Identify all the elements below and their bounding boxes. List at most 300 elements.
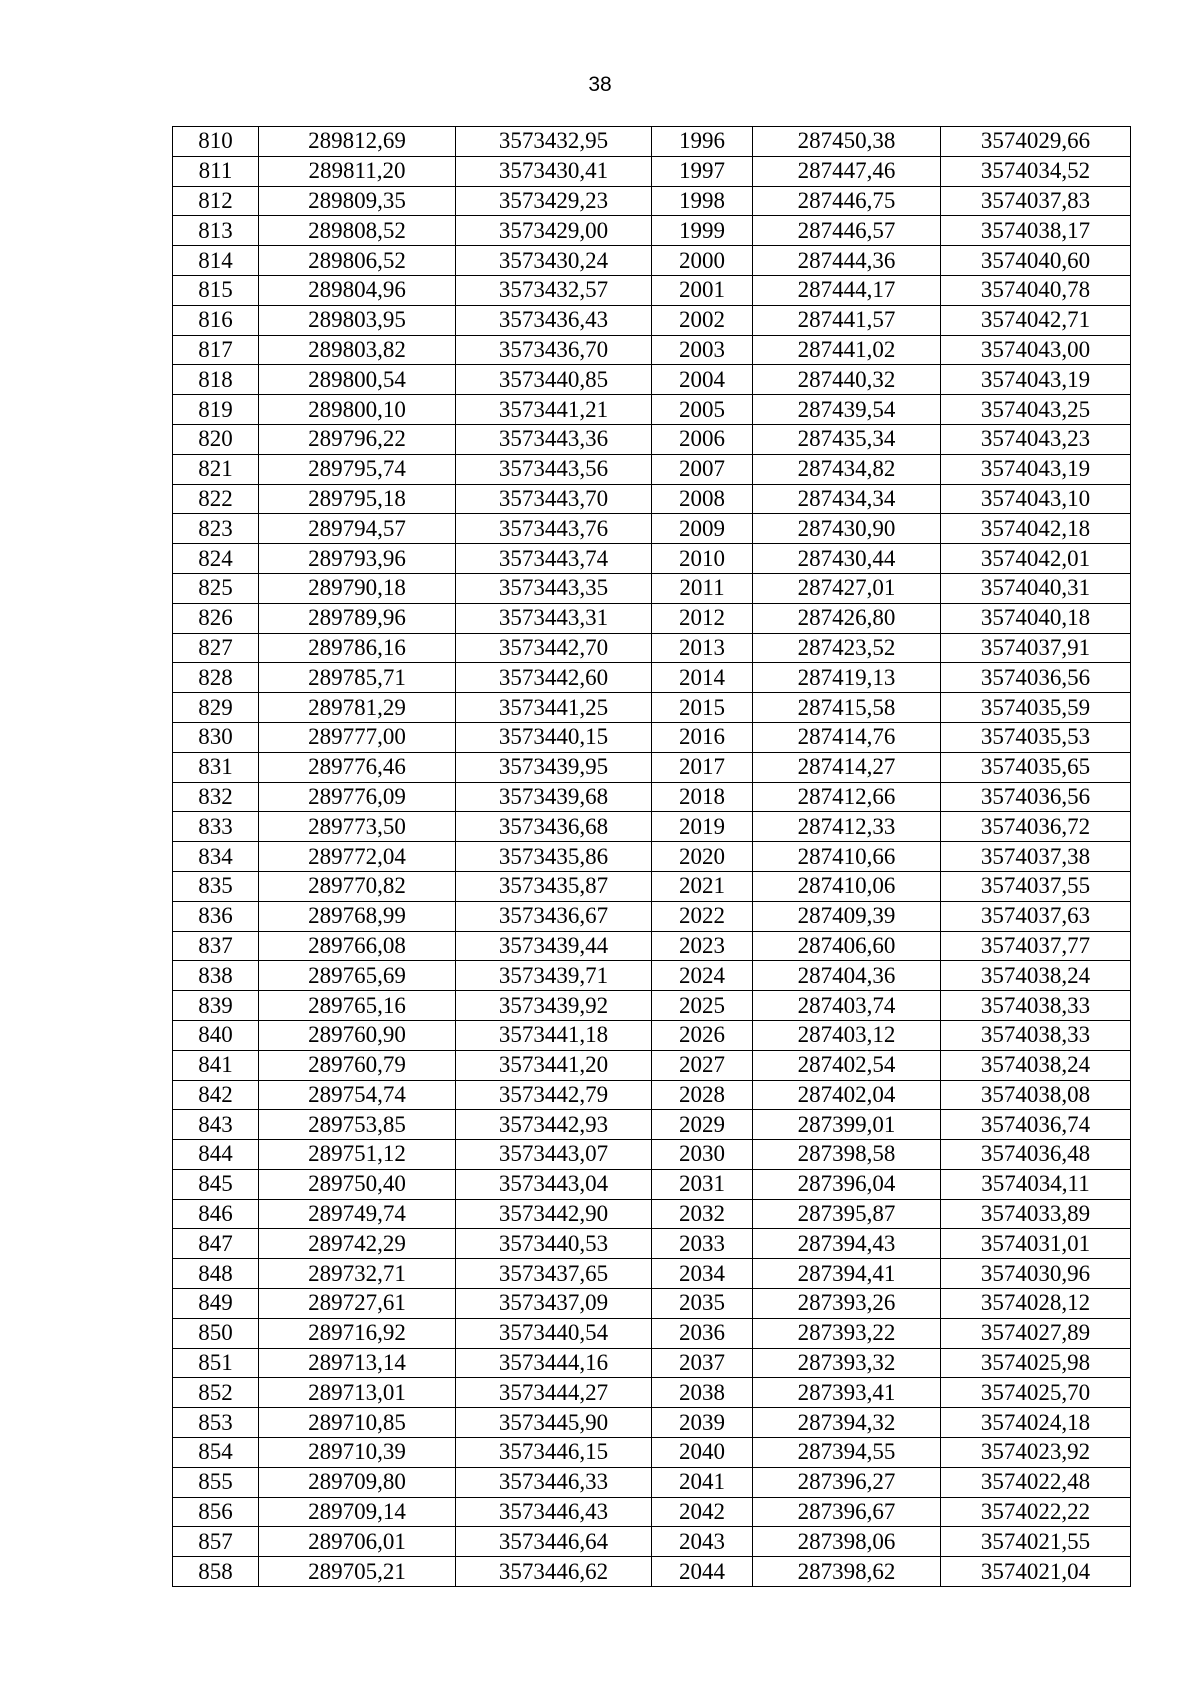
y-coordinate-left-cell: 3573432,95 bbox=[456, 127, 652, 157]
x-coordinate-left-cell: 289800,10 bbox=[259, 395, 456, 425]
y-coordinate-left-cell: 3573446,15 bbox=[456, 1438, 652, 1468]
point-number-right-cell: 2012 bbox=[652, 603, 753, 633]
point-number-right-cell: 2027 bbox=[652, 1050, 753, 1080]
table-row bbox=[173, 544, 1131, 574]
table-row bbox=[173, 931, 1131, 961]
point-number-right-cell: 2008 bbox=[652, 484, 753, 514]
x-coordinate-left-cell: 289776,09 bbox=[259, 782, 456, 812]
y-coordinate-right-cell: 3574043,00 bbox=[941, 335, 1131, 365]
x-coordinate-right-cell: 287434,34 bbox=[753, 484, 941, 514]
x-coordinate-left-cell: 289772,04 bbox=[259, 842, 456, 872]
y-coordinate-left-cell: 3573437,65 bbox=[456, 1259, 652, 1289]
y-coordinate-right-cell: 3574031,01 bbox=[941, 1229, 1131, 1259]
table-row bbox=[173, 246, 1131, 276]
x-coordinate-left-cell: 289806,52 bbox=[259, 246, 456, 276]
point-number-left-cell: 840 bbox=[173, 1020, 259, 1050]
point-number-left-cell: 838 bbox=[173, 961, 259, 991]
x-coordinate-right-cell: 287403,74 bbox=[753, 991, 941, 1021]
point-number-right-cell: 2030 bbox=[652, 1140, 753, 1170]
y-coordinate-right-cell: 3574022,48 bbox=[941, 1467, 1131, 1497]
table-row bbox=[173, 871, 1131, 901]
x-coordinate-left-cell: 289760,79 bbox=[259, 1050, 456, 1080]
table-row bbox=[173, 961, 1131, 991]
x-coordinate-left-cell: 289812,69 bbox=[259, 127, 456, 157]
point-number-right-cell: 2033 bbox=[652, 1229, 753, 1259]
x-coordinate-left-cell: 289760,90 bbox=[259, 1020, 456, 1050]
x-coordinate-left-cell: 289706,01 bbox=[259, 1527, 456, 1557]
x-coordinate-right-cell: 287404,36 bbox=[753, 961, 941, 991]
point-number-right-cell: 2021 bbox=[652, 871, 753, 901]
y-coordinate-right-cell: 3574035,65 bbox=[941, 752, 1131, 782]
x-coordinate-right-cell: 287393,32 bbox=[753, 1348, 941, 1378]
table-row bbox=[173, 1497, 1131, 1527]
x-coordinate-right-cell: 287412,66 bbox=[753, 782, 941, 812]
point-number-right-cell: 2020 bbox=[652, 842, 753, 872]
x-coordinate-right-cell: 287419,13 bbox=[753, 663, 941, 693]
y-coordinate-right-cell: 3574038,33 bbox=[941, 1020, 1131, 1050]
table-row bbox=[173, 1020, 1131, 1050]
point-number-right-cell: 2029 bbox=[652, 1110, 753, 1140]
y-coordinate-left-cell: 3573437,09 bbox=[456, 1289, 652, 1319]
y-coordinate-right-cell: 3574033,89 bbox=[941, 1199, 1131, 1229]
x-coordinate-right-cell: 287393,41 bbox=[753, 1378, 941, 1408]
y-coordinate-right-cell: 3574038,24 bbox=[941, 1050, 1131, 1080]
point-number-left-cell: 834 bbox=[173, 842, 259, 872]
point-number-right-cell: 2022 bbox=[652, 901, 753, 931]
y-coordinate-left-cell: 3573440,54 bbox=[456, 1318, 652, 1348]
y-coordinate-right-cell: 3574038,33 bbox=[941, 991, 1131, 1021]
x-coordinate-left-cell: 289811,20 bbox=[259, 156, 456, 186]
point-number-left-cell: 856 bbox=[173, 1497, 259, 1527]
table-row bbox=[173, 633, 1131, 663]
x-coordinate-left-cell: 289766,08 bbox=[259, 931, 456, 961]
point-number-left-cell: 817 bbox=[173, 335, 259, 365]
table-row bbox=[173, 752, 1131, 782]
x-coordinate-left-cell: 289786,16 bbox=[259, 633, 456, 663]
table-row bbox=[173, 305, 1131, 335]
point-number-left-cell: 843 bbox=[173, 1110, 259, 1140]
page-number: 38 bbox=[588, 73, 612, 96]
y-coordinate-left-cell: 3573443,56 bbox=[456, 454, 652, 484]
y-coordinate-left-cell: 3573430,24 bbox=[456, 246, 652, 276]
y-coordinate-right-cell: 3574037,83 bbox=[941, 186, 1131, 216]
y-coordinate-left-cell: 3573442,93 bbox=[456, 1110, 652, 1140]
x-coordinate-right-cell: 287430,90 bbox=[753, 514, 941, 544]
x-coordinate-left-cell: 289765,16 bbox=[259, 991, 456, 1021]
y-coordinate-left-cell: 3573429,00 bbox=[456, 216, 652, 246]
y-coordinate-right-cell: 3574036,74 bbox=[941, 1110, 1131, 1140]
x-coordinate-left-cell: 289705,21 bbox=[259, 1557, 456, 1587]
y-coordinate-right-cell: 3574043,10 bbox=[941, 484, 1131, 514]
x-coordinate-left-cell: 289794,57 bbox=[259, 514, 456, 544]
point-number-left-cell: 833 bbox=[173, 812, 259, 842]
x-coordinate-left-cell: 289793,96 bbox=[259, 544, 456, 574]
table-row bbox=[173, 1289, 1131, 1319]
point-number-left-cell: 810 bbox=[173, 127, 259, 157]
point-number-left-cell: 822 bbox=[173, 484, 259, 514]
y-coordinate-right-cell: 3574043,23 bbox=[941, 424, 1131, 454]
table-row bbox=[173, 1467, 1131, 1497]
x-coordinate-right-cell: 287415,58 bbox=[753, 693, 941, 723]
point-number-right-cell: 2018 bbox=[652, 782, 753, 812]
point-number-right-cell: 1997 bbox=[652, 156, 753, 186]
point-number-right-cell: 2043 bbox=[652, 1527, 753, 1557]
x-coordinate-right-cell: 287409,39 bbox=[753, 901, 941, 931]
point-number-left-cell: 836 bbox=[173, 901, 259, 931]
table-row bbox=[173, 603, 1131, 633]
x-coordinate-right-cell: 287393,26 bbox=[753, 1289, 941, 1319]
table-row bbox=[173, 1080, 1131, 1110]
y-coordinate-left-cell: 3573446,62 bbox=[456, 1557, 652, 1587]
point-number-left-cell: 842 bbox=[173, 1080, 259, 1110]
x-coordinate-right-cell: 287399,01 bbox=[753, 1110, 941, 1140]
x-coordinate-right-cell: 287394,41 bbox=[753, 1259, 941, 1289]
point-number-right-cell: 2040 bbox=[652, 1438, 753, 1468]
y-coordinate-right-cell: 3574040,60 bbox=[941, 246, 1131, 276]
y-coordinate-right-cell: 3574037,91 bbox=[941, 633, 1131, 663]
y-coordinate-right-cell: 3574038,17 bbox=[941, 216, 1131, 246]
x-coordinate-right-cell: 287398,06 bbox=[753, 1527, 941, 1557]
point-number-left-cell: 812 bbox=[173, 186, 259, 216]
table-row bbox=[173, 1348, 1131, 1378]
point-number-right-cell: 2016 bbox=[652, 722, 753, 752]
table-row bbox=[173, 663, 1131, 693]
x-coordinate-right-cell: 287439,54 bbox=[753, 395, 941, 425]
y-coordinate-left-cell: 3573436,43 bbox=[456, 305, 652, 335]
x-coordinate-left-cell: 289716,92 bbox=[259, 1318, 456, 1348]
y-coordinate-right-cell: 3574037,38 bbox=[941, 842, 1131, 872]
table-row bbox=[173, 395, 1131, 425]
point-number-left-cell: 829 bbox=[173, 693, 259, 723]
point-number-left-cell: 824 bbox=[173, 544, 259, 574]
y-coordinate-left-cell: 3573441,20 bbox=[456, 1050, 652, 1080]
x-coordinate-left-cell: 289710,85 bbox=[259, 1408, 456, 1438]
y-coordinate-right-cell: 3574021,04 bbox=[941, 1557, 1131, 1587]
table-row bbox=[173, 901, 1131, 931]
table-row bbox=[173, 127, 1131, 157]
point-number-left-cell: 851 bbox=[173, 1348, 259, 1378]
x-coordinate-left-cell: 289749,74 bbox=[259, 1199, 456, 1229]
y-coordinate-right-cell: 3574023,92 bbox=[941, 1438, 1131, 1468]
point-number-left-cell: 844 bbox=[173, 1140, 259, 1170]
point-number-right-cell: 2007 bbox=[652, 454, 753, 484]
table-row bbox=[173, 365, 1131, 395]
x-coordinate-right-cell: 287423,52 bbox=[753, 633, 941, 663]
x-coordinate-right-cell: 287396,27 bbox=[753, 1467, 941, 1497]
x-coordinate-left-cell: 289781,29 bbox=[259, 693, 456, 723]
point-number-left-cell: 832 bbox=[173, 782, 259, 812]
point-number-right-cell: 2014 bbox=[652, 663, 753, 693]
y-coordinate-left-cell: 3573440,53 bbox=[456, 1229, 652, 1259]
coordinates-table bbox=[172, 126, 1131, 1587]
x-coordinate-left-cell: 289768,99 bbox=[259, 901, 456, 931]
x-coordinate-left-cell: 289803,82 bbox=[259, 335, 456, 365]
table-row bbox=[173, 1557, 1131, 1587]
x-coordinate-right-cell: 287446,57 bbox=[753, 216, 941, 246]
y-coordinate-left-cell: 3573435,87 bbox=[456, 871, 652, 901]
y-coordinate-left-cell: 3573430,41 bbox=[456, 156, 652, 186]
table-row bbox=[173, 1378, 1131, 1408]
x-coordinate-right-cell: 287444,36 bbox=[753, 246, 941, 276]
table-row bbox=[173, 1527, 1131, 1557]
x-coordinate-right-cell: 287412,33 bbox=[753, 812, 941, 842]
point-number-left-cell: 837 bbox=[173, 931, 259, 961]
point-number-left-cell: 847 bbox=[173, 1229, 259, 1259]
point-number-right-cell: 1999 bbox=[652, 216, 753, 246]
y-coordinate-right-cell: 3574040,31 bbox=[941, 573, 1131, 603]
point-number-left-cell: 852 bbox=[173, 1378, 259, 1408]
x-coordinate-right-cell: 287427,01 bbox=[753, 573, 941, 603]
point-number-right-cell: 2042 bbox=[652, 1497, 753, 1527]
point-number-left-cell: 841 bbox=[173, 1050, 259, 1080]
x-coordinate-left-cell: 289709,14 bbox=[259, 1497, 456, 1527]
point-number-left-cell: 835 bbox=[173, 871, 259, 901]
table-row bbox=[173, 275, 1131, 305]
x-coordinate-left-cell: 289796,22 bbox=[259, 424, 456, 454]
y-coordinate-right-cell: 3574029,66 bbox=[941, 127, 1131, 157]
x-coordinate-right-cell: 287414,27 bbox=[753, 752, 941, 782]
y-coordinate-left-cell: 3573445,90 bbox=[456, 1408, 652, 1438]
y-coordinate-right-cell: 3574024,18 bbox=[941, 1408, 1131, 1438]
x-coordinate-left-cell: 289795,18 bbox=[259, 484, 456, 514]
y-coordinate-right-cell: 3574043,25 bbox=[941, 395, 1131, 425]
table-row bbox=[173, 424, 1131, 454]
coordinates-table-body bbox=[173, 127, 1131, 1587]
table-row bbox=[173, 842, 1131, 872]
point-number-left-cell: 848 bbox=[173, 1259, 259, 1289]
point-number-left-cell: 821 bbox=[173, 454, 259, 484]
y-coordinate-left-cell: 3573443,31 bbox=[456, 603, 652, 633]
point-number-left-cell: 811 bbox=[173, 156, 259, 186]
point-number-right-cell: 2044 bbox=[652, 1557, 753, 1587]
point-number-left-cell: 815 bbox=[173, 275, 259, 305]
point-number-right-cell: 2041 bbox=[652, 1467, 753, 1497]
x-coordinate-right-cell: 287446,75 bbox=[753, 186, 941, 216]
point-number-left-cell: 827 bbox=[173, 633, 259, 663]
y-coordinate-right-cell: 3574038,24 bbox=[941, 961, 1131, 991]
x-coordinate-right-cell: 287410,06 bbox=[753, 871, 941, 901]
y-coordinate-right-cell: 3574028,12 bbox=[941, 1289, 1131, 1319]
y-coordinate-right-cell: 3574036,56 bbox=[941, 782, 1131, 812]
point-number-right-cell: 2015 bbox=[652, 693, 753, 723]
point-number-right-cell: 2026 bbox=[652, 1020, 753, 1050]
point-number-right-cell: 2028 bbox=[652, 1080, 753, 1110]
y-coordinate-left-cell: 3573439,95 bbox=[456, 752, 652, 782]
table-row bbox=[173, 1199, 1131, 1229]
x-coordinate-right-cell: 287402,54 bbox=[753, 1050, 941, 1080]
point-number-left-cell: 825 bbox=[173, 573, 259, 603]
y-coordinate-left-cell: 3573442,79 bbox=[456, 1080, 652, 1110]
y-coordinate-left-cell: 3573439,44 bbox=[456, 931, 652, 961]
x-coordinate-right-cell: 287426,80 bbox=[753, 603, 941, 633]
y-coordinate-left-cell: 3573432,57 bbox=[456, 275, 652, 305]
point-number-right-cell: 2038 bbox=[652, 1378, 753, 1408]
x-coordinate-right-cell: 287402,04 bbox=[753, 1080, 941, 1110]
table-row bbox=[173, 1408, 1131, 1438]
table-row bbox=[173, 484, 1131, 514]
x-coordinate-right-cell: 287403,12 bbox=[753, 1020, 941, 1050]
y-coordinate-right-cell: 3574042,71 bbox=[941, 305, 1131, 335]
x-coordinate-left-cell: 289754,74 bbox=[259, 1080, 456, 1110]
point-number-right-cell: 2036 bbox=[652, 1318, 753, 1348]
point-number-right-cell: 2013 bbox=[652, 633, 753, 663]
x-coordinate-right-cell: 287394,55 bbox=[753, 1438, 941, 1468]
table-row bbox=[173, 693, 1131, 723]
y-coordinate-right-cell: 3574021,55 bbox=[941, 1527, 1131, 1557]
point-number-left-cell: 823 bbox=[173, 514, 259, 544]
point-number-right-cell: 2017 bbox=[652, 752, 753, 782]
x-coordinate-right-cell: 287406,60 bbox=[753, 931, 941, 961]
y-coordinate-right-cell: 3574037,55 bbox=[941, 871, 1131, 901]
x-coordinate-right-cell: 287395,87 bbox=[753, 1199, 941, 1229]
table-row bbox=[173, 1229, 1131, 1259]
table-row bbox=[173, 335, 1131, 365]
x-coordinate-right-cell: 287444,17 bbox=[753, 275, 941, 305]
x-coordinate-right-cell: 287394,43 bbox=[753, 1229, 941, 1259]
y-coordinate-left-cell: 3573439,68 bbox=[456, 782, 652, 812]
x-coordinate-right-cell: 287430,44 bbox=[753, 544, 941, 574]
table-row bbox=[173, 514, 1131, 544]
y-coordinate-right-cell: 3574043,19 bbox=[941, 454, 1131, 484]
y-coordinate-left-cell: 3573443,07 bbox=[456, 1140, 652, 1170]
x-coordinate-right-cell: 287435,34 bbox=[753, 424, 941, 454]
point-number-right-cell: 2034 bbox=[652, 1259, 753, 1289]
point-number-right-cell: 2002 bbox=[652, 305, 753, 335]
y-coordinate-right-cell: 3574027,89 bbox=[941, 1318, 1131, 1348]
x-coordinate-left-cell: 289789,96 bbox=[259, 603, 456, 633]
x-coordinate-right-cell: 287434,82 bbox=[753, 454, 941, 484]
y-coordinate-right-cell: 3574040,18 bbox=[941, 603, 1131, 633]
table-row bbox=[173, 1140, 1131, 1170]
x-coordinate-left-cell: 289776,46 bbox=[259, 752, 456, 782]
x-coordinate-left-cell: 289770,82 bbox=[259, 871, 456, 901]
y-coordinate-left-cell: 3573440,85 bbox=[456, 365, 652, 395]
y-coordinate-left-cell: 3573442,90 bbox=[456, 1199, 652, 1229]
x-coordinate-right-cell: 287396,04 bbox=[753, 1169, 941, 1199]
y-coordinate-left-cell: 3573436,70 bbox=[456, 335, 652, 365]
table-row bbox=[173, 812, 1131, 842]
x-coordinate-left-cell: 289753,85 bbox=[259, 1110, 456, 1140]
table-row bbox=[173, 1169, 1131, 1199]
table-row bbox=[173, 186, 1131, 216]
y-coordinate-right-cell: 3574034,11 bbox=[941, 1169, 1131, 1199]
table-row bbox=[173, 1318, 1131, 1348]
x-coordinate-left-cell: 289765,69 bbox=[259, 961, 456, 991]
x-coordinate-left-cell: 289777,00 bbox=[259, 722, 456, 752]
y-coordinate-left-cell: 3573443,36 bbox=[456, 424, 652, 454]
y-coordinate-left-cell: 3573440,15 bbox=[456, 722, 652, 752]
y-coordinate-right-cell: 3574025,98 bbox=[941, 1348, 1131, 1378]
x-coordinate-right-cell: 287394,32 bbox=[753, 1408, 941, 1438]
point-number-right-cell: 2024 bbox=[652, 961, 753, 991]
point-number-right-cell: 2010 bbox=[652, 544, 753, 574]
x-coordinate-left-cell: 289800,54 bbox=[259, 365, 456, 395]
point-number-left-cell: 853 bbox=[173, 1408, 259, 1438]
point-number-right-cell: 1996 bbox=[652, 127, 753, 157]
y-coordinate-right-cell: 3574036,48 bbox=[941, 1140, 1131, 1170]
y-coordinate-left-cell: 3573442,60 bbox=[456, 663, 652, 693]
x-coordinate-right-cell: 287398,62 bbox=[753, 1557, 941, 1587]
table-row bbox=[173, 216, 1131, 246]
point-number-right-cell: 2003 bbox=[652, 335, 753, 365]
x-coordinate-right-cell: 287441,57 bbox=[753, 305, 941, 335]
point-number-right-cell: 2009 bbox=[652, 514, 753, 544]
point-number-left-cell: 828 bbox=[173, 663, 259, 693]
x-coordinate-right-cell: 287450,38 bbox=[753, 127, 941, 157]
table-row bbox=[173, 1259, 1131, 1289]
point-number-left-cell: 850 bbox=[173, 1318, 259, 1348]
y-coordinate-left-cell: 3573429,23 bbox=[456, 186, 652, 216]
point-number-left-cell: 813 bbox=[173, 216, 259, 246]
y-coordinate-right-cell: 3574037,63 bbox=[941, 901, 1131, 931]
x-coordinate-left-cell: 289713,01 bbox=[259, 1378, 456, 1408]
point-number-right-cell: 2037 bbox=[652, 1348, 753, 1378]
table-row bbox=[173, 782, 1131, 812]
point-number-left-cell: 846 bbox=[173, 1199, 259, 1229]
point-number-right-cell: 2001 bbox=[652, 275, 753, 305]
point-number-right-cell: 2011 bbox=[652, 573, 753, 603]
x-coordinate-right-cell: 287393,22 bbox=[753, 1318, 941, 1348]
y-coordinate-left-cell: 3573441,25 bbox=[456, 693, 652, 723]
point-number-right-cell: 2025 bbox=[652, 991, 753, 1021]
x-coordinate-right-cell: 287396,67 bbox=[753, 1497, 941, 1527]
table-row bbox=[173, 1110, 1131, 1140]
x-coordinate-left-cell: 289790,18 bbox=[259, 573, 456, 603]
point-number-left-cell: 839 bbox=[173, 991, 259, 1021]
y-coordinate-left-cell: 3573444,27 bbox=[456, 1378, 652, 1408]
point-number-left-cell: 857 bbox=[173, 1527, 259, 1557]
y-coordinate-left-cell: 3573446,43 bbox=[456, 1497, 652, 1527]
x-coordinate-right-cell: 287410,66 bbox=[753, 842, 941, 872]
y-coordinate-right-cell: 3574037,77 bbox=[941, 931, 1131, 961]
y-coordinate-left-cell: 3573436,67 bbox=[456, 901, 652, 931]
y-coordinate-left-cell: 3573443,74 bbox=[456, 544, 652, 574]
x-coordinate-left-cell: 289809,35 bbox=[259, 186, 456, 216]
table-row bbox=[173, 573, 1131, 603]
x-coordinate-left-cell: 289804,96 bbox=[259, 275, 456, 305]
y-coordinate-left-cell: 3573446,64 bbox=[456, 1527, 652, 1557]
point-number-left-cell: 816 bbox=[173, 305, 259, 335]
y-coordinate-right-cell: 3574043,19 bbox=[941, 365, 1131, 395]
x-coordinate-left-cell: 289795,74 bbox=[259, 454, 456, 484]
point-number-left-cell: 814 bbox=[173, 246, 259, 276]
point-number-right-cell: 2031 bbox=[652, 1169, 753, 1199]
point-number-right-cell: 2005 bbox=[652, 395, 753, 425]
x-coordinate-left-cell: 289710,39 bbox=[259, 1438, 456, 1468]
x-coordinate-left-cell: 289785,71 bbox=[259, 663, 456, 693]
y-coordinate-left-cell: 3573442,70 bbox=[456, 633, 652, 663]
point-number-right-cell: 2032 bbox=[652, 1199, 753, 1229]
point-number-left-cell: 819 bbox=[173, 395, 259, 425]
y-coordinate-right-cell: 3574040,78 bbox=[941, 275, 1131, 305]
y-coordinate-right-cell: 3574035,53 bbox=[941, 722, 1131, 752]
x-coordinate-left-cell: 289773,50 bbox=[259, 812, 456, 842]
point-number-left-cell: 820 bbox=[173, 424, 259, 454]
x-coordinate-right-cell: 287440,32 bbox=[753, 365, 941, 395]
y-coordinate-left-cell: 3573439,71 bbox=[456, 961, 652, 991]
y-coordinate-left-cell: 3573443,76 bbox=[456, 514, 652, 544]
y-coordinate-left-cell: 3573441,21 bbox=[456, 395, 652, 425]
point-number-right-cell: 2004 bbox=[652, 365, 753, 395]
point-number-left-cell: 845 bbox=[173, 1169, 259, 1199]
point-number-right-cell: 2035 bbox=[652, 1289, 753, 1319]
point-number-left-cell: 818 bbox=[173, 365, 259, 395]
table-row bbox=[173, 156, 1131, 186]
y-coordinate-left-cell: 3573435,86 bbox=[456, 842, 652, 872]
x-coordinate-left-cell: 289751,12 bbox=[259, 1140, 456, 1170]
y-coordinate-left-cell: 3573443,04 bbox=[456, 1169, 652, 1199]
y-coordinate-left-cell: 3573439,92 bbox=[456, 991, 652, 1021]
